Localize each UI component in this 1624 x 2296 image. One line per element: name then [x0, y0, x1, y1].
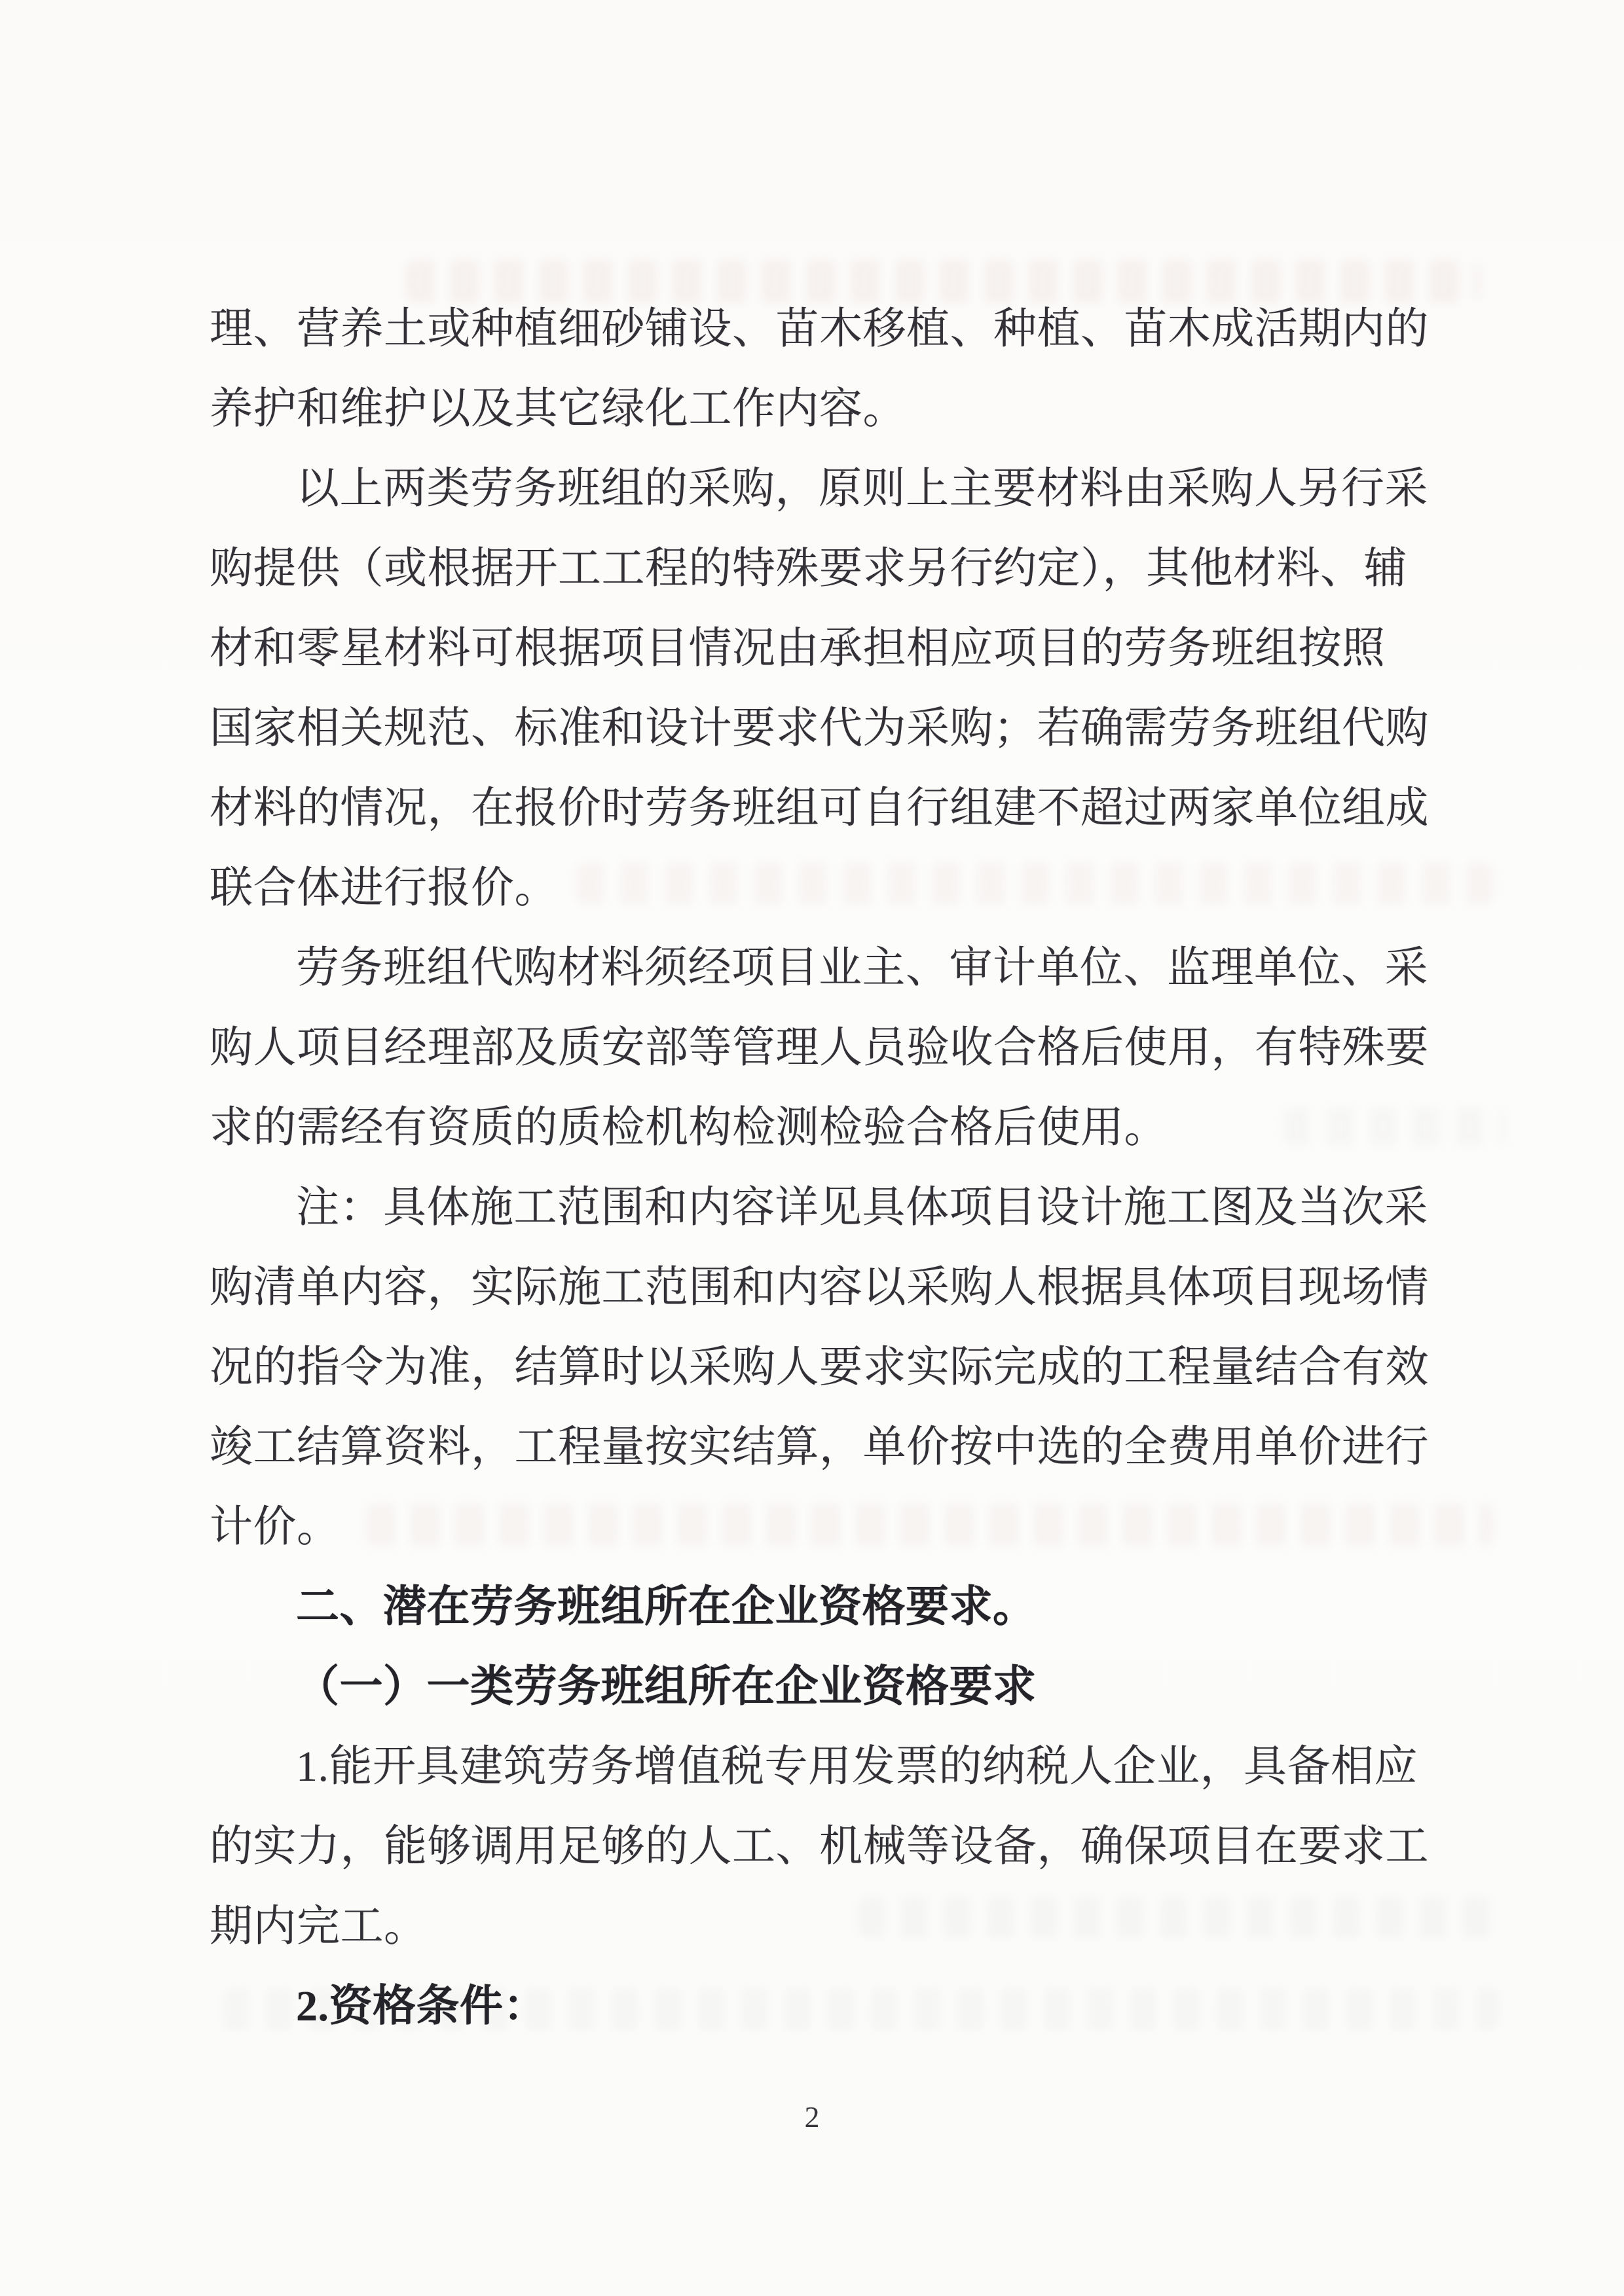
body-line: 购提供（或根据开工工程的特殊要求另行约定），其他材料、辅	[210, 545, 1407, 592]
body-line: 购清单内容，实际施工范围和内容以采购人根据具体项目现场情	[210, 1264, 1429, 1311]
body-line: 的实力，能够调用足够的人工、机械等设备，确保项目在要求工	[210, 1823, 1429, 1870]
body-line: 材料的情况，在报价时劳务班组可自行组建不超过两家单位组成	[210, 784, 1429, 832]
body-line: 1.能开具建筑劳务增值税专用发票的纳税人企业，具备相应	[296, 1743, 1418, 1791]
heading-item-2: 2.资格条件：	[296, 1982, 547, 2030]
heading-subsection-1: （一）一类劳务班组所在企业资格要求	[296, 1663, 1037, 1711]
body-line: 材和零星材料可根据项目情况由承担相应项目的劳务班组按照	[210, 625, 1386, 672]
note-line: 注：具体施工范围和内容详见具体项目设计施工图及当次采	[296, 1184, 1428, 1231]
body-line: 劳务班组代购材料须经项目业主、审计单位、监理单位、采	[296, 944, 1428, 992]
body-line: 理、营养土或种植细砂铺设、苗木移植、种植、苗木成活期内的	[210, 305, 1429, 353]
text-block	[210, 289, 1434, 2047]
body-line: 计价。	[210, 1503, 341, 1551]
body-line: 况的指令为准，结算时以采购人要求实际完成的工程量结合有效	[210, 1343, 1429, 1391]
body-line: 国家相关规范、标准和设计要求代为采购；若确需劳务班组代购	[210, 704, 1429, 752]
body-line: 购人项目经理部及质安部等管理人员验收合格后使用，有特殊要	[210, 1024, 1429, 1072]
body-line: 养护和维护以及其它绿化工作内容。	[210, 385, 906, 433]
body-line: 竣工结算资料，工程量按实结算，单价按中选的全费用单价进行	[210, 1423, 1429, 1471]
body-line: 求的需经有资质的质检机构检测检验合格后使用。	[210, 1104, 1168, 1152]
page-number: 2	[804, 2100, 820, 2134]
heading-section-2: 二、潜在劳务班组所在企业资格要求。	[296, 1583, 1037, 1631]
body-line: 以上两类劳务班组的采购，原则上主要材料由采购人另行采	[296, 465, 1428, 513]
body-line: 联合体进行报价。	[210, 864, 558, 912]
body-line: 期内完工。	[210, 1903, 428, 1950]
